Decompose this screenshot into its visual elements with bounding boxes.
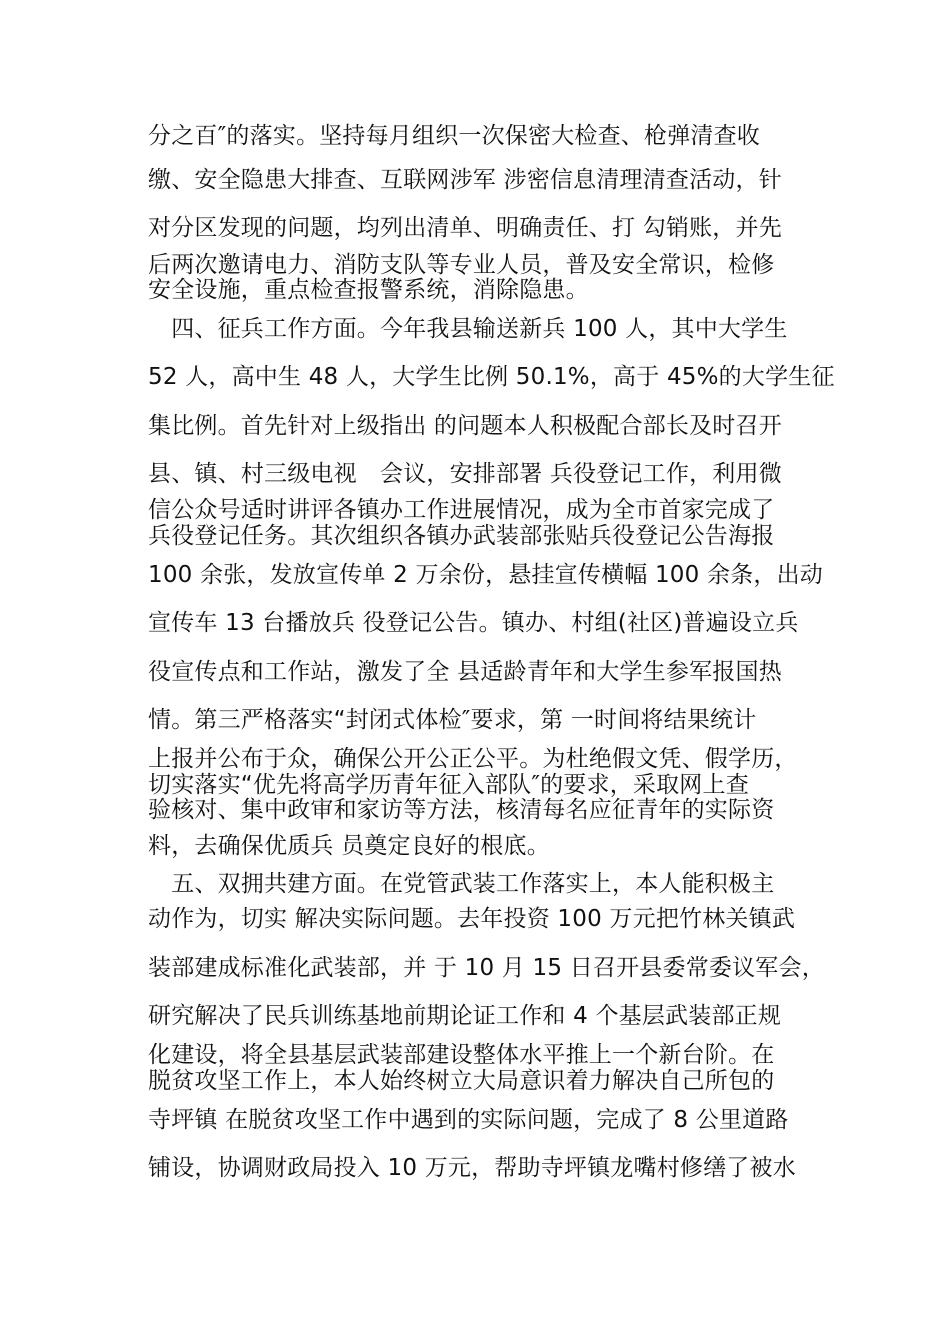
text-line: 缴、安全隐患大排查、互联网涉军 涉密信息清理清查活动，针 bbox=[148, 167, 782, 193]
text-line: 脱贫攻坚工作上，本人始终树立大局意识着力解决自己所包的 bbox=[148, 1068, 775, 1094]
text-line: 研究解决了民兵训练基地前期论证工作和 4 个基层武装部正规 bbox=[148, 1003, 782, 1029]
text-line: 化建设，将全县基层武装部建设整体水平推上一个新台阶。在 bbox=[148, 1042, 775, 1068]
text-line: 五、双拥共建方面。在党管武装工作落实上，本人能积极主 bbox=[148, 871, 775, 897]
text-line: 四、征兵工作方面。今年我县输送新兵 100 人，其中大学生 bbox=[148, 316, 788, 342]
text-line: 信公众号适时讲评各镇办工作进展情况，成为全市首家完成了 bbox=[148, 497, 775, 523]
text-line: 验核对、集中政审和家访等方法，核清每名应征青年的实际资 bbox=[148, 797, 775, 823]
text-line: 对分区发现的问题，均列出清单、明确责任、打 勾销账，并先 bbox=[148, 215, 782, 241]
text-line: 县、镇、村三级电视 会议，安排部署 兵役登记工作，利用微 bbox=[148, 461, 782, 487]
text-line: 分之百″的落实。坚持每月组织一次保密大检查、枪弹清查收 bbox=[148, 123, 760, 149]
text-line: 上报并公布于众，确保公开公正公平。为杜绝假文凭、假学历， bbox=[148, 746, 798, 772]
text-line: 寺坪镇 在脱贫攻坚工作中遇到的实际问题，完成了 8 公里道路 bbox=[148, 1107, 789, 1133]
text-line: 100 余张，发放宣传单 2 万余份，悬挂宣传横幅 100 余条，出动 bbox=[148, 562, 823, 588]
text-line: 切实落实“优先将高学历青年征入部队″的要求，采取网上查 bbox=[148, 772, 749, 798]
text-line: 集比例。首先针对上级指出 的问题本人积极配合部长及时召开 bbox=[148, 413, 782, 439]
text-line: 役宣传点和工作站，激发了全 县适龄青年和大学生参军报国热 bbox=[148, 659, 782, 685]
text-line: 52 人，高中生 48 人，大学生比例 50.1%，高于 45%的大学生征 bbox=[148, 364, 835, 390]
text-line: 动作为，切实 解决实际问题。去年投资 100 万元把竹林关镇武 bbox=[148, 906, 796, 932]
text-line: 后两次邀请电力、消防支队等专业人员，普及安全常识，检修 bbox=[148, 252, 775, 278]
text-line: 料，去确保优质兵 员奠定良好的根底。 bbox=[148, 833, 550, 859]
text-line: 情。第三严格落实“封闭式体检″要求，第 一时间将结果统计 bbox=[148, 707, 757, 733]
text-line: 兵役登记任务。其次组织各镇办武装部张贴兵役登记公告海报 bbox=[148, 523, 775, 549]
text-line: 装部建成标准化武装部，并 于 10 月 15 日召开县委常委议军会， bbox=[148, 955, 825, 981]
text-line: 铺设，协调财政局投入 10 万元，帮助寺坪镇龙嘴村修缮了被水 bbox=[148, 1155, 796, 1181]
text-line: 宣传车 13 台播放兵 役登记公告。镇办、村组(社区)普遍设立兵 bbox=[148, 610, 799, 636]
text-line: 安全设施，重点检查报警系统，消除隐患。 bbox=[148, 277, 589, 303]
